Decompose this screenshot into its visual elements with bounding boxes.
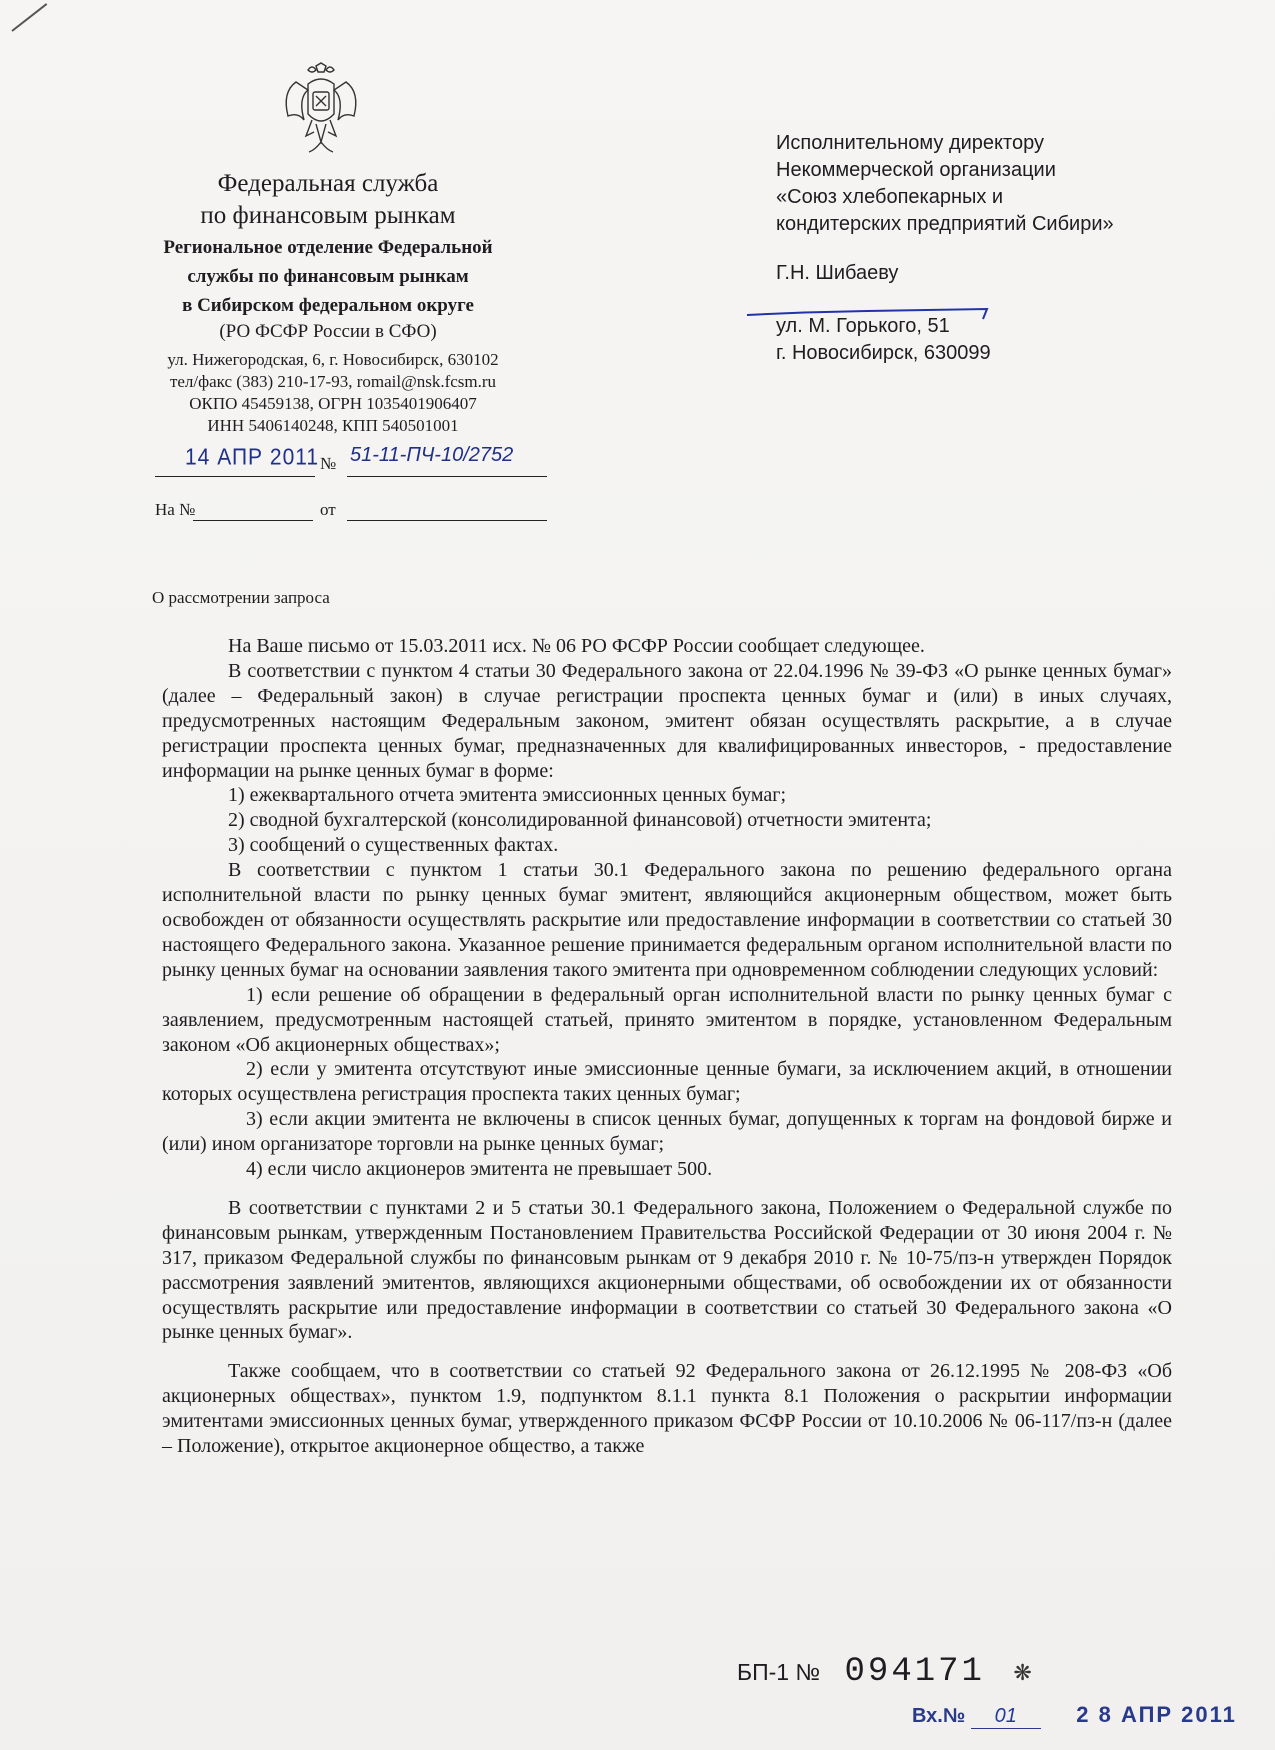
reference-line — [155, 500, 575, 528]
sender-organization — [118, 168, 538, 345]
incoming-number: 01 — [971, 1705, 1041, 1729]
addressee-line3: «Союз хлебопекарных и — [776, 186, 1004, 208]
region-line2: службы по финансовым рынкам — [187, 266, 469, 287]
addressee-line1: Исполнительному директору — [776, 132, 1044, 154]
letter-subject: О рассмотрении запроса — [152, 588, 330, 607]
sender-contacts — [118, 349, 548, 437]
paragraph-5: Также сообщаем, что в соответствии со статьей 92 Федерального закона от 26.12.1995 № 208-ФЗ «Об акционерных обществах», пунктом 1.9, подпунктом 8.1.1 пункта 8.1 Положения о раскрытии информации эмитентами эмиссионных ценных бумаг, утвержденного приказом ФСФР России от 10.10.2006 № 06-117/пз-н (далее – Положение), открытое акционерное общество, а также — [162, 1360, 1172, 1458]
handwritten-underline-icon — [745, 305, 990, 323]
date-underline — [155, 476, 315, 477]
from-underline — [347, 520, 547, 521]
ref-underline — [193, 520, 313, 521]
list-item-2: 2) сводной бухгалтерской (консолидированной финансовой) отчетности эмитента; — [228, 809, 932, 832]
ornament-icon: ❋ — [1013, 1660, 1032, 1685]
outgoing-number: 51-11-ПЧ-10/2752 — [350, 444, 514, 466]
incoming-label: Вх.№ — [912, 1705, 966, 1727]
addressee-line4: кондитерских предприятий Сибири» — [776, 213, 1114, 235]
list-item-3: 3) сообщений о существенных фактах. — [228, 834, 559, 857]
org-abbreviation: (РО ФСФР России в СФО) — [219, 321, 437, 342]
form-serial — [737, 1653, 1032, 1691]
letter-body — [162, 634, 1172, 1459]
org-name-line1: Федеральная служба — [217, 170, 439, 197]
sender-address: ул. Нижегородская, 6, г. Новосибирск, 630102 — [167, 350, 499, 369]
paragraph-3: В соответствии с пунктом 1 статьи 30.1 Федерального закона по решению федерального органа исполнительной власти по рынку ценных бумаг эмитент, являющийся акционерным обществом, может быть освобожден от обязанности осуществлять раскрытие или предоставление информации в соответствии со статьей 30 настоящего Федерального закона. Указанное решение принимается федеральным органом исполнительной власти по рынку ценных бумаг на основании заявления такого эмитента при одновременном соблюдении следующих условий: — [162, 859, 1172, 981]
coat-of-arms-icon — [278, 62, 364, 158]
list-item-1: 1) ежеквартального отчета эмитента эмиссионных ценных бумаг; — [228, 784, 787, 807]
incoming-date: 2 8 АПР 2011 — [1076, 1702, 1237, 1727]
condition-1: 1) если решение об обращении в федеральный орган исполнительной власти по рынку ценных бумаг с заявлением, предусмотренным настоящей статьей, принято эмитентом в порядке, установленном Федеральным законом «Об акционерных обществах»; — [162, 983, 1172, 1056]
addressee-city: г. Новосибирск, 630099 — [776, 342, 991, 364]
paragraph-1: На Ваше письмо от 15.03.2011 исх. № 06 РО ФСФР России сообщает следующее. — [228, 635, 925, 657]
condition-2: 2) если у эмитента отсутствуют иные эмиссионные ценные бумаги, за исключением акций, в отношении которых осуществлена регистрация проспекта таких ценных бумаг; — [162, 1058, 1172, 1106]
sender-phone: тел/факс (383) 210-17-93, romail@nsk.fcsm.ru — [169, 372, 497, 391]
number-label: № — [320, 454, 337, 473]
sender-inn: ИНН 5406140248, КПП 540501001 — [207, 416, 459, 435]
pencil-mark — [11, 3, 47, 32]
region-line3: в Сибирском федеральном округе — [182, 295, 474, 316]
number-underline — [347, 476, 547, 477]
condition-3: 3) если акции эмитента не включены в список ценных бумаг, допущенных к торгам на фондовой бирже и (или) ином организаторе торговли на рынке ценных бумаг; — [162, 1108, 1172, 1156]
addressee-block — [776, 130, 1114, 367]
condition-4: 4) если число акционеров эмитента не превышает 500. — [246, 1158, 713, 1181]
addressee-line2: Некоммерческой организации — [776, 159, 1056, 181]
form-serial-number: 094171 — [844, 1653, 985, 1691]
ref-label: На № — [155, 500, 196, 519]
addressee-person: Г.Н. Шибаеву — [776, 262, 899, 284]
outgoing-date: 14 АПР 2011 — [185, 444, 320, 471]
form-serial-label: БП-1 № — [737, 1659, 821, 1685]
region-line1: Региональное отделение Федеральной — [163, 237, 493, 258]
paragraph-2: В соответствии с пунктом 4 статьи 30 Федерального закона от 22.04.1996 № 39-ФЗ «О рынке ценных бумаг» (далее – Федеральный закон) в случае регистрации проспекта ценных бумаг и (или) в иных случаях, предусмотренных настоящим Федеральным законом, эмитент обязан осуществлять раскрытие, а в случае регистрации проспекта ценных бумаг, предназначенных для квалифицированных инвесторов, - предоставление информации на рынке ценных бумаг в форме: — [162, 659, 1172, 782]
addressee-street: ул. М. Горького, 51 — [776, 315, 950, 337]
sender-okpo: ОКПО 45459138, ОГРН 1035401906407 — [189, 394, 477, 413]
from-label: от — [320, 500, 336, 519]
org-name-line2: по финансовым рынкам — [200, 202, 456, 229]
incoming-stamp — [912, 1702, 1237, 1729]
paragraph-4: В соответствии с пунктами 2 и 5 статьи 30.1 Федерального закона, Положением о Федеральной службе по финансовым рынкам, утвержденным Постановлением Правительства Российской Федерации от 30 июня 2004 г. № 317, приказом Федеральной службы по финансовым рынкам от 9 декабря 2010 г. № 10-75/пз-н утвержден Порядок рассмотрения заявлений эмитентов, являющихся акционерными обществами, об освобождении их от обязанности осуществлять раскрытие или предоставление информации в соответствии со статьей 30 Федерального закона «О рынке ценных бумаг». — [162, 1196, 1172, 1344]
outgoing-registration — [155, 444, 575, 480]
